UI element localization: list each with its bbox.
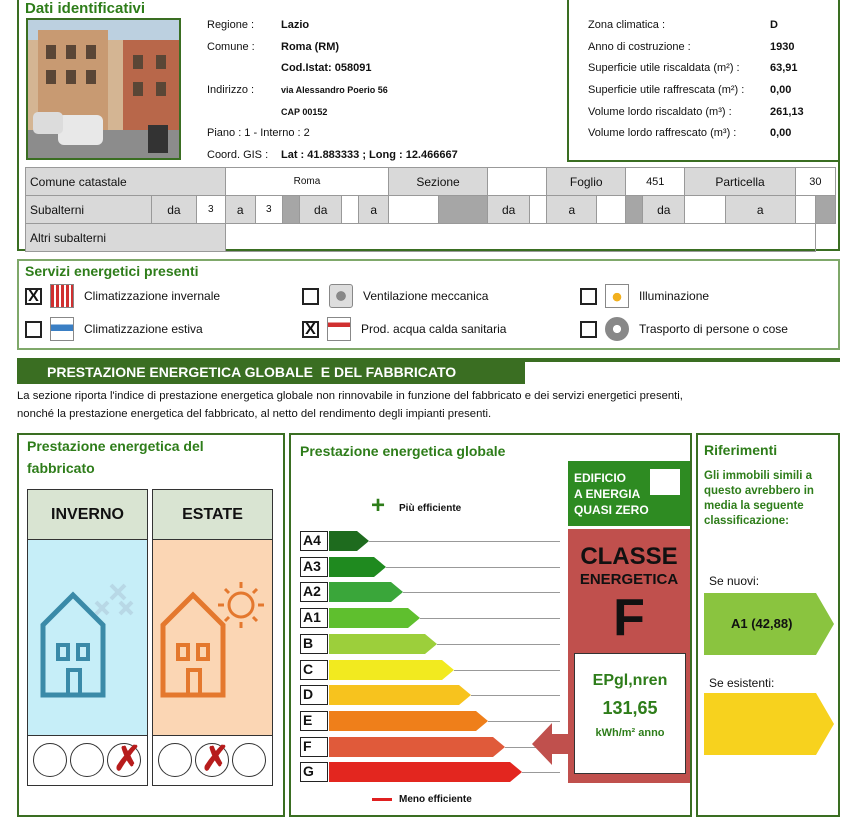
ep-label: EPgl,nren bbox=[592, 672, 668, 689]
servizio-label: Prod. acqua calda sanitaria bbox=[361, 322, 507, 336]
energy-class-label: E bbox=[300, 711, 328, 731]
cross-mark-icon: ✗ bbox=[201, 740, 230, 778]
table-row bbox=[26, 224, 836, 252]
inverno-smileys bbox=[28, 735, 147, 785]
da-label: da bbox=[488, 196, 530, 224]
prestazione-banner bbox=[17, 362, 525, 384]
energy-class-label: C bbox=[300, 660, 328, 680]
indirizzo-label: Indirizzo : bbox=[207, 84, 255, 96]
horizontal-divider bbox=[568, 160, 840, 162]
fabbricato-title-2: fabbricato bbox=[27, 460, 95, 476]
riferimenti-text bbox=[704, 469, 814, 529]
regione-label: Regione : bbox=[207, 19, 255, 31]
ep-value: 131,65 bbox=[602, 698, 658, 718]
servizio-clima-invernale bbox=[25, 284, 220, 308]
nzeb-line-2: A ENERGIA bbox=[574, 487, 641, 501]
globale-title: Prestazione energetica globale bbox=[300, 443, 506, 459]
foglio-label: Foglio bbox=[547, 168, 626, 196]
classe-label-1: CLASSE bbox=[580, 543, 678, 570]
energy-class-label: A1 bbox=[300, 608, 328, 628]
separator-cell bbox=[626, 196, 643, 224]
checkbox[interactable]: X bbox=[302, 321, 319, 338]
bar-guide-line bbox=[420, 618, 560, 619]
estate-area bbox=[153, 540, 272, 735]
house-snow-icon bbox=[28, 540, 149, 735]
empty-cell bbox=[795, 196, 815, 224]
servizio-trasporto bbox=[580, 317, 788, 341]
ep-unit: kWh/m² anno bbox=[595, 727, 665, 739]
fan-icon bbox=[329, 284, 353, 308]
nzeb-line-3: QUASI ZERO bbox=[574, 503, 649, 517]
house-sun-icon bbox=[153, 540, 274, 735]
vol-risc-value: 261,13 bbox=[770, 106, 804, 118]
classe-label-2: ENERGETICA bbox=[579, 571, 679, 588]
sezione-value bbox=[488, 168, 547, 196]
sezione-label: Sezione bbox=[389, 168, 488, 196]
energy-class-bar bbox=[329, 685, 471, 705]
sup-risc-label: Superficie utile riscaldata (m²) : bbox=[588, 62, 740, 74]
servizio-label: Climatizzazione invernale bbox=[84, 289, 221, 303]
nzeb-box bbox=[568, 461, 690, 526]
energy-class-bar bbox=[329, 660, 454, 680]
radiator-icon bbox=[50, 284, 74, 308]
energy-class-label: A3 bbox=[300, 557, 328, 577]
building-photo bbox=[26, 18, 181, 160]
dati-identificativi-title: Dati identificativi bbox=[25, 0, 146, 17]
catasto-table bbox=[25, 167, 836, 252]
nzeb-line-1: EDIFICIO bbox=[574, 471, 627, 485]
anno-label: Anno di costruzione : bbox=[588, 41, 691, 53]
istat-value: Cod.Istat: 058091 bbox=[281, 62, 372, 74]
riferimenti-title: Riferimenti bbox=[704, 442, 778, 458]
checkbox[interactable] bbox=[580, 321, 597, 338]
estate-column bbox=[152, 489, 273, 786]
classe-value: F bbox=[613, 589, 645, 647]
smiley-happy-icon bbox=[158, 743, 192, 777]
inverno-area bbox=[28, 540, 147, 735]
vol-raff-label: Volume lordo raffrescato (m³) : bbox=[588, 127, 737, 139]
sub-da-value: 3 bbox=[196, 196, 225, 224]
sup-raff-label: Superficie utile raffrescata (m²) : bbox=[588, 84, 745, 96]
prestazione-banner-title: PRESTAZIONE ENERGETICA GLOBALE E DEL FABBRICATO bbox=[47, 364, 457, 380]
riferimenti-text-3: media la seguente bbox=[704, 500, 804, 512]
bar-guide-line bbox=[454, 670, 560, 671]
energy-class-label: F bbox=[300, 737, 328, 757]
separator-cell bbox=[438, 196, 488, 224]
bar-guide-line bbox=[386, 567, 560, 568]
energy-class-bar bbox=[329, 531, 369, 551]
bar-guide-line bbox=[437, 644, 560, 645]
cap-value: CAP 00152 bbox=[281, 107, 328, 117]
altri-subalterni-label: Altri subalterni bbox=[26, 224, 226, 252]
regione-value: Lazio bbox=[281, 19, 310, 31]
empty-cell bbox=[389, 196, 439, 224]
inverno-column bbox=[27, 489, 148, 786]
energy-class-bar bbox=[329, 557, 386, 577]
bar-guide-line bbox=[488, 721, 560, 722]
table-row bbox=[26, 168, 836, 196]
energy-class-bar bbox=[329, 737, 505, 757]
energy-class-label: G bbox=[300, 762, 328, 782]
energy-class-bar bbox=[329, 608, 420, 628]
fabbricato-title-1: Prestazione energetica del bbox=[27, 438, 204, 454]
servizio-illuminazione bbox=[580, 284, 709, 308]
estate-smileys bbox=[153, 735, 272, 785]
vertical-divider bbox=[567, 0, 569, 162]
subalterni-label: Subalterni bbox=[26, 196, 152, 224]
a-label: a bbox=[547, 196, 597, 224]
empty-cell bbox=[342, 196, 359, 224]
comune-value: Roma (RM) bbox=[281, 41, 340, 53]
vol-risc-label: Volume lordo riscaldato (m³) : bbox=[588, 106, 732, 118]
gis-label: Coord. GIS : bbox=[207, 149, 269, 161]
altri-subalterni-value bbox=[225, 224, 815, 252]
piu-efficiente-label: Più efficiente bbox=[399, 503, 462, 514]
anno-value: 1930 bbox=[770, 41, 795, 53]
riferimenti-text-4: classificazione: bbox=[704, 515, 790, 527]
checkbox[interactable] bbox=[580, 288, 597, 305]
riferimenti-text-1: Gli immobili simili a bbox=[704, 470, 812, 482]
ep-box bbox=[574, 653, 686, 774]
a-label: a bbox=[725, 196, 795, 224]
a-label: a bbox=[225, 196, 255, 224]
lightbulb-icon bbox=[605, 284, 629, 308]
comune-catastale-label: Comune catastale bbox=[26, 168, 226, 196]
se-esistenti-label: Se esistenti: bbox=[709, 676, 775, 690]
energy-class-bar bbox=[329, 582, 403, 602]
servizio-ventilazione bbox=[302, 284, 488, 308]
meno-efficiente-label: Meno efficiente bbox=[399, 794, 472, 805]
empty-cell bbox=[685, 196, 725, 224]
energy-class-bar bbox=[329, 634, 437, 654]
vol-raff-value: 0,00 bbox=[770, 127, 792, 139]
energy-class-bar bbox=[329, 711, 488, 731]
empty-cell bbox=[597, 196, 626, 224]
minus-icon bbox=[372, 798, 392, 801]
bar-guide-line bbox=[403, 592, 560, 593]
servizio-clima-estiva bbox=[25, 317, 203, 341]
esistenti-arrow bbox=[704, 693, 834, 755]
servizio-label: Climatizzazione estiva bbox=[84, 322, 203, 336]
se-nuovi-label: Se nuovi: bbox=[709, 574, 760, 588]
faucet-icon bbox=[327, 317, 351, 341]
gis-value: Lat : 41.883333 ; Long : 12.466667 bbox=[281, 149, 458, 161]
da-label: da bbox=[643, 196, 685, 224]
bar-guide-line bbox=[522, 772, 560, 773]
energy-class-label: B bbox=[300, 634, 328, 654]
servizi-title: Servizi energetici presenti bbox=[25, 263, 199, 279]
particella-value: 30 bbox=[795, 168, 835, 196]
energy-class-label: D bbox=[300, 685, 328, 705]
table-row bbox=[26, 196, 836, 224]
energy-class-label: A2 bbox=[300, 582, 328, 602]
cross-mark-icon: ✗ bbox=[113, 740, 142, 778]
a-label: a bbox=[359, 196, 389, 224]
checkbox[interactable]: X bbox=[25, 288, 42, 305]
indirizzo-value: via Alessandro Poerio 56 bbox=[281, 85, 388, 95]
servizio-label: Ventilazione meccanica bbox=[363, 289, 489, 303]
bar-guide-line bbox=[471, 695, 560, 696]
foglio-value: 451 bbox=[626, 168, 685, 196]
bar-guide-line bbox=[369, 541, 560, 542]
air-conditioner-icon bbox=[50, 317, 74, 341]
da-label: da bbox=[152, 196, 197, 224]
servizio-label: Trasporto di persone o cose bbox=[639, 322, 788, 336]
zona-value: D bbox=[770, 19, 778, 31]
comune-catastale-value: Roma bbox=[225, 168, 388, 196]
comune-label: Comune : bbox=[207, 41, 255, 53]
estate-header: ESTATE bbox=[153, 490, 272, 540]
separator-cell bbox=[815, 196, 835, 224]
smiley-happy-icon bbox=[33, 743, 67, 777]
class-arrow-icon bbox=[532, 723, 572, 765]
empty-cell bbox=[530, 196, 547, 224]
energy-class-label: A4 bbox=[300, 531, 328, 551]
description-line-2: nonché la prestazione energetica del fabbricato, al netto del rendimento degli impianti presenti. bbox=[17, 408, 492, 420]
servizio-acqua-calda bbox=[302, 317, 506, 341]
plus-icon: + bbox=[371, 492, 386, 519]
piano-value: Piano : 1 - Interno : 2 bbox=[207, 127, 310, 139]
da-label: da bbox=[300, 196, 342, 224]
gear-icon bbox=[605, 317, 629, 341]
description-line-1: La sezione riporta l'indice di prestazione energetica globale non rinnovabile in funzione del fabbricato e dei servizi energetici presenti, bbox=[17, 390, 683, 402]
riferimenti-text-2: questo avrebbero in bbox=[704, 485, 814, 497]
smiley-sad-icon bbox=[232, 743, 266, 777]
sub-a-value: 3 bbox=[255, 196, 283, 224]
inverno-header: INVERNO bbox=[28, 490, 147, 540]
checkbox[interactable] bbox=[25, 321, 42, 338]
particella-label: Particella bbox=[685, 168, 795, 196]
nuovi-value: A1 (42,88) bbox=[731, 616, 793, 631]
sup-raff-value: 0,00 bbox=[770, 84, 792, 96]
nzeb-checkbox[interactable] bbox=[650, 469, 680, 495]
servizio-label: Illuminazione bbox=[639, 289, 710, 303]
smiley-neutral-icon bbox=[70, 743, 104, 777]
sup-risc-value: 63,91 bbox=[770, 62, 798, 74]
energy-class-bar bbox=[329, 762, 522, 782]
checkbox[interactable] bbox=[302, 288, 319, 305]
separator-cell bbox=[283, 196, 300, 224]
zona-label: Zona climatica : bbox=[588, 19, 666, 31]
